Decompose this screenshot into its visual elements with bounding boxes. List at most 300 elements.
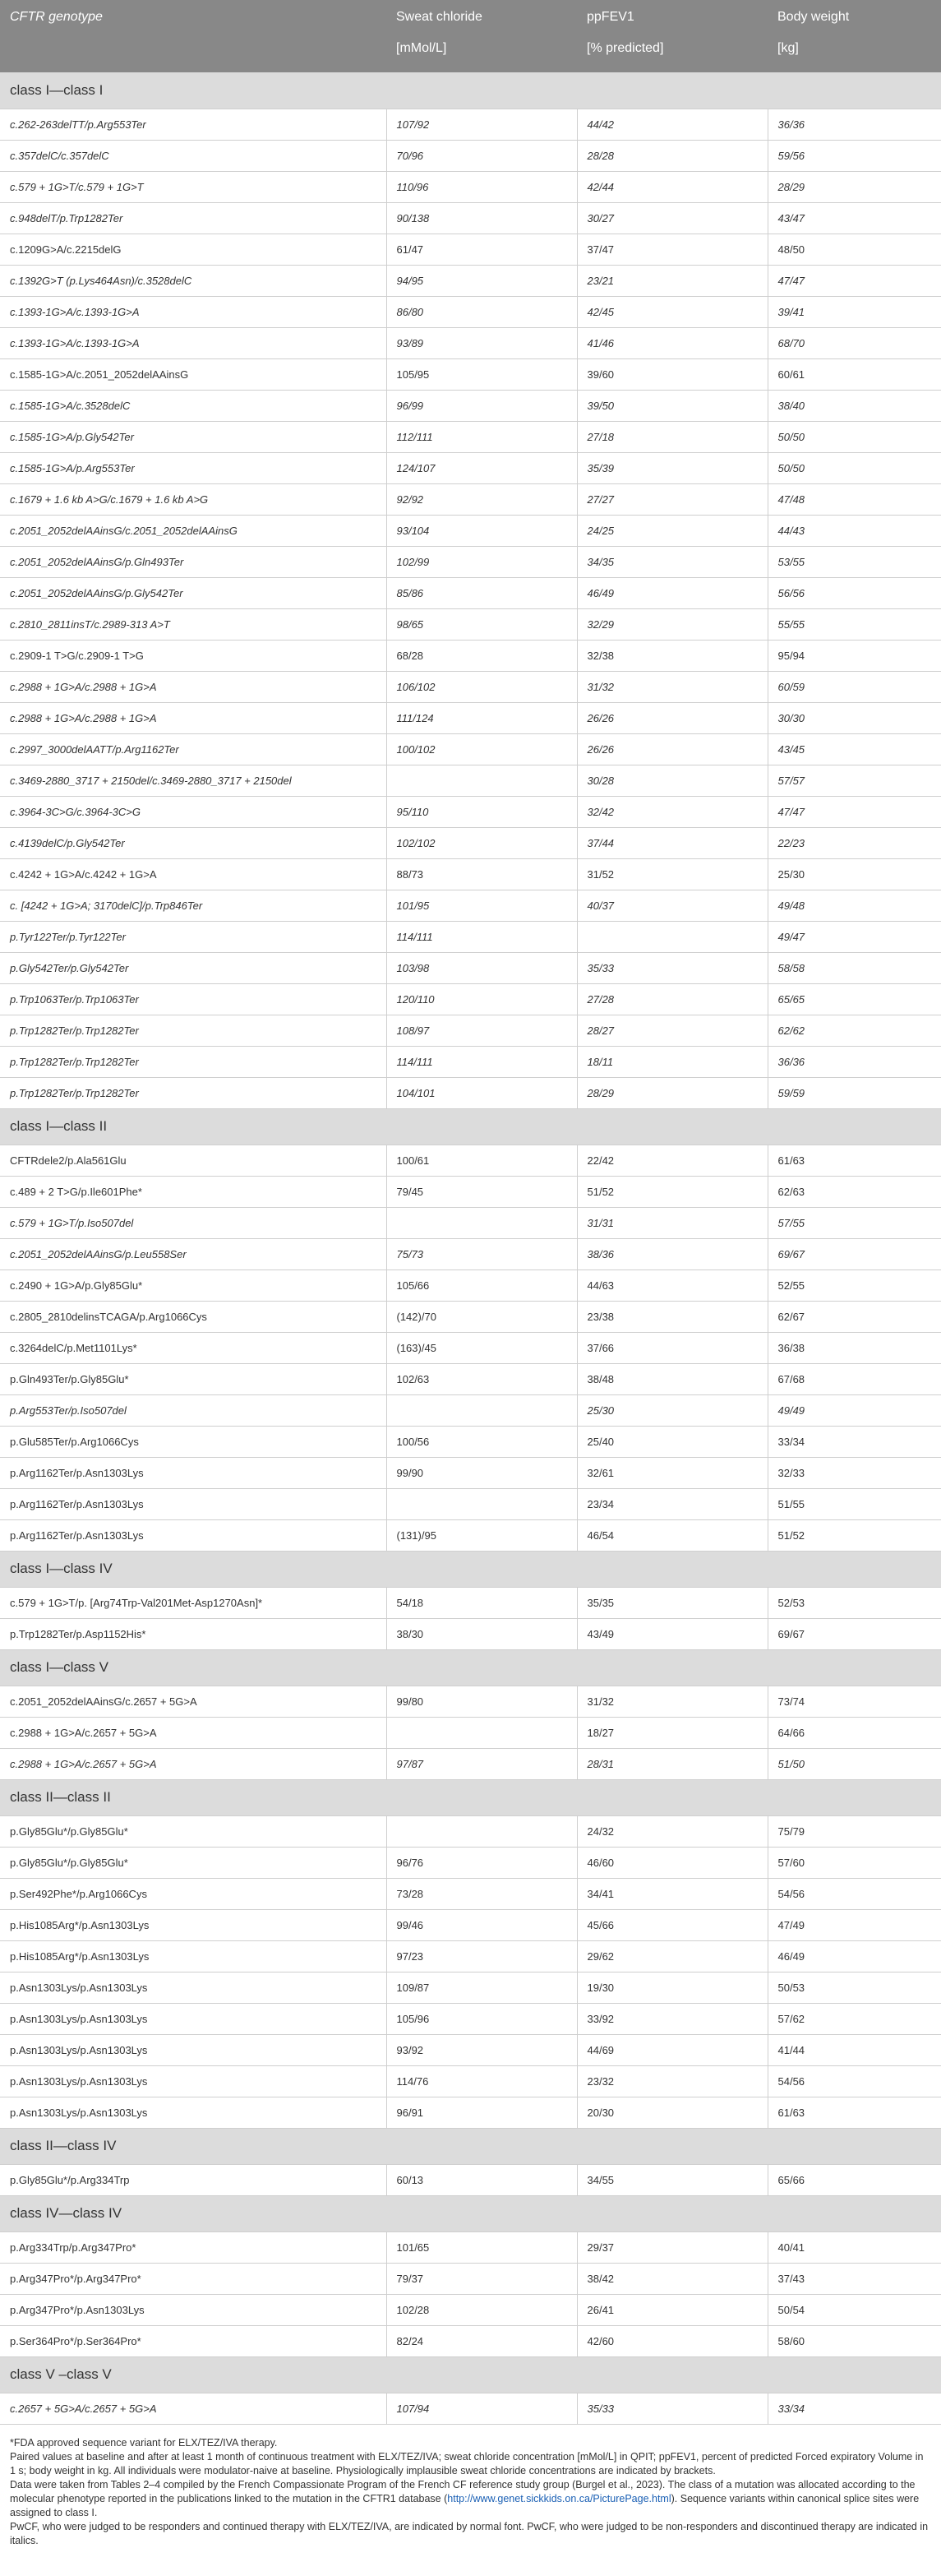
body-weight-cell: 62/62 — [768, 1015, 941, 1046]
ppfev1-cell: 31/32 — [577, 671, 768, 702]
table-row — [0, 1238, 941, 1270]
genotype-cell: p.Arg347Pro*/p.Asn1303Lys — [0, 2294, 386, 2325]
body-weight-cell: 28/29 — [768, 171, 941, 202]
table-row — [0, 1686, 941, 1717]
table-row — [0, 2325, 941, 2356]
genotype-cell: c.1585-1G>A/p.Gly542Ter — [0, 421, 386, 452]
genotype-cell: c.2657 + 5G>A/c.2657 + 5G>A — [0, 2393, 386, 2424]
sweat-chloride-cell — [386, 1717, 577, 1748]
ppfev1-cell: 39/50 — [577, 390, 768, 421]
body-weight-cell: 95/94 — [768, 640, 941, 671]
body-weight-cell: 59/56 — [768, 140, 941, 171]
ppfev1-cell: 44/63 — [577, 1270, 768, 1301]
sweat-chloride-cell: 107/94 — [386, 2393, 577, 2424]
table-row — [0, 515, 941, 546]
genotype-cell: c.2051_2052delAAinsG/p.Leu558Ser — [0, 1238, 386, 1270]
table-row — [0, 733, 941, 765]
table-row — [0, 702, 941, 733]
table-row — [0, 890, 941, 921]
body-weight-cell: 64/66 — [768, 1717, 941, 1748]
table-row — [0, 1015, 941, 1046]
ppfev1-cell: 26/26 — [577, 702, 768, 733]
genotype-cell: p.Tyr122Ter/p.Tyr122Ter — [0, 921, 386, 952]
genotype-cell: c.1392G>T (p.Lys464Asn)/c.3528delC — [0, 265, 386, 296]
ppfev1-cell: 39/60 — [577, 358, 768, 390]
ppfev1-cell: 22/42 — [577, 1145, 768, 1176]
body-weight-cell: 51/52 — [768, 1519, 941, 1551]
genotype-cell: p.Trp1282Ter/p.Trp1282Ter — [0, 1015, 386, 1046]
ppfev1-cell: 23/38 — [577, 1301, 768, 1332]
sweat-chloride-cell: (163)/45 — [386, 1332, 577, 1363]
ppfev1-cell: 35/35 — [577, 1587, 768, 1618]
genotype-cell: p.Asn1303Lys/p.Asn1303Lys — [0, 1972, 386, 2003]
genotype-cell: c.3264delC/p.Met1101Lys* — [0, 1332, 386, 1363]
genotype-cell: c.1393-1G>A/c.1393-1G>A — [0, 327, 386, 358]
ppfev1-cell: 28/31 — [577, 1748, 768, 1779]
section-title: class V –class V — [0, 2356, 941, 2393]
genotype-cell: p.Asn1303Lys/p.Asn1303Lys — [0, 2003, 386, 2034]
body-weight-cell: 43/47 — [768, 202, 941, 234]
sweat-chloride-cell: 103/98 — [386, 952, 577, 983]
ppfev1-cell: 25/40 — [577, 1426, 768, 1457]
genotype-cell: c.489 + 2 T>G/p.Ile601Phe* — [0, 1176, 386, 1207]
genotype-cell: c.579 + 1G>T/c.579 + 1G>T — [0, 171, 386, 202]
header-ppfev1-unit: [% predicted] — [577, 33, 768, 72]
table-row — [0, 265, 941, 296]
section-row — [0, 1649, 941, 1686]
footnote-font-legend: PwCF, who were judged to be responders and continued therapy with ELX/TEZ/IVA, are indicated by normal font. PwCF, who were judged to be non-responders and discontinued therapy are indicated in italics. — [10, 2520, 929, 2546]
genotype-cell: p.Asn1303Lys/p.Asn1303Lys — [0, 2034, 386, 2065]
ppfev1-cell: 27/28 — [577, 983, 768, 1015]
ppfev1-cell: 27/27 — [577, 483, 768, 515]
sweat-chloride-cell: 97/87 — [386, 1748, 577, 1779]
sweat-chloride-cell: 114/76 — [386, 2065, 577, 2097]
section-title: class IV—class IV — [0, 2195, 941, 2231]
body-weight-cell: 50/50 — [768, 452, 941, 483]
header-genotype-unit — [0, 33, 386, 72]
body-weight-cell: 40/41 — [768, 2231, 941, 2263]
body-weight-cell: 47/47 — [768, 265, 941, 296]
body-weight-cell: 57/62 — [768, 2003, 941, 2034]
ppfev1-cell: 31/52 — [577, 858, 768, 890]
ppfev1-cell: 32/42 — [577, 796, 768, 827]
genotype-cell: p.Arg1162Ter/p.Asn1303Lys — [0, 1488, 386, 1519]
table-row — [0, 1618, 941, 1649]
footnote-fda: *FDA approved sequence variant for ELX/TEZ/IVA therapy. — [10, 2436, 278, 2449]
table-row — [0, 1270, 941, 1301]
sweat-chloride-cell: 109/87 — [386, 1972, 577, 2003]
ppfev1-cell: 41/46 — [577, 327, 768, 358]
genotype-cell: c.2805_2810delinsTCAGA/p.Arg1066Cys — [0, 1301, 386, 1332]
table-row — [0, 1145, 941, 1176]
genotype-cell: p.Gly85Glu*/p.Gly85Glu* — [0, 1847, 386, 1878]
body-weight-cell: 57/57 — [768, 765, 941, 796]
header-body-weight: Body weight — [768, 0, 941, 33]
ppfev1-cell: 31/32 — [577, 1686, 768, 1717]
ppfev1-cell: 28/28 — [577, 140, 768, 171]
genotype-cell: p.Arg347Pro*/p.Arg347Pro* — [0, 2263, 386, 2294]
sweat-chloride-cell: 95/110 — [386, 796, 577, 827]
table-row — [0, 1394, 941, 1426]
genotype-cell: c.3964-3C>G/c.3964-3C>G — [0, 796, 386, 827]
ppfev1-cell: 46/49 — [577, 577, 768, 608]
table-row — [0, 2097, 941, 2128]
sweat-chloride-cell: 104/101 — [386, 1077, 577, 1108]
body-weight-cell: 67/68 — [768, 1363, 941, 1394]
sweat-chloride-cell: 105/95 — [386, 358, 577, 390]
section-title: class II—class IV — [0, 2128, 941, 2164]
sweat-chloride-cell: 96/76 — [386, 1847, 577, 1878]
body-weight-cell: 58/60 — [768, 2325, 941, 2356]
ppfev1-cell: 30/27 — [577, 202, 768, 234]
genotype-cell: c.2810_2811insT/c.2989-313 A>T — [0, 608, 386, 640]
genotype-cell: p.Trp1282Ter/p.Trp1282Ter — [0, 1046, 386, 1077]
table-row — [0, 1046, 941, 1077]
table-body — [0, 72, 941, 2424]
ppfev1-cell: 23/21 — [577, 265, 768, 296]
sweat-chloride-cell: 114/111 — [386, 1046, 577, 1077]
body-weight-cell: 48/50 — [768, 234, 941, 265]
body-weight-cell: 49/48 — [768, 890, 941, 921]
footnote-source: Data were taken from Tables 2–4 compiled by the French Compassionate Program of the French CF reference study group (Burgel et al., 2023). The class of a mutation was allocated according to the molecular phenotype reported in the publications linked to the mutation in the CFTR1 database (http://www.genet.sickkids.on.ca/PicturePage.html). Sequence variants within canonical splice sites were assigned to class I. — [10, 2478, 920, 2518]
genotype-cell: p.His1085Arg*/p.Asn1303Lys — [0, 1940, 386, 1972]
genotype-cell: c.3469-2880_3717 + 2150del/c.3469-2880_3717 + 2150del — [0, 765, 386, 796]
ppfev1-cell: 25/30 — [577, 1394, 768, 1426]
ppfev1-cell: 45/66 — [577, 1909, 768, 1940]
ppfev1-cell: 32/29 — [577, 608, 768, 640]
sweat-chloride-cell: 85/86 — [386, 577, 577, 608]
table-row — [0, 2003, 941, 2034]
sweat-chloride-cell: (142)/70 — [386, 1301, 577, 1332]
body-weight-cell: 52/53 — [768, 1587, 941, 1618]
sweat-chloride-cell: 106/102 — [386, 671, 577, 702]
sweat-chloride-cell: 90/138 — [386, 202, 577, 234]
body-weight-cell: 69/67 — [768, 1238, 941, 1270]
sweat-chloride-cell: 110/96 — [386, 171, 577, 202]
section-title: class I—class IV — [0, 1551, 941, 1587]
ppfev1-cell: 46/60 — [577, 1847, 768, 1878]
genotype-cell: p.Ser364Pro*/p.Ser364Pro* — [0, 2325, 386, 2356]
footnotes — [0, 2425, 941, 2548]
header-ppfev1: ppFEV1 — [577, 0, 768, 33]
ppfev1-cell: 38/48 — [577, 1363, 768, 1394]
body-weight-cell: 33/34 — [768, 1426, 941, 1457]
table-row — [0, 140, 941, 171]
sweat-chloride-cell: 98/65 — [386, 608, 577, 640]
sweat-chloride-cell: 60/13 — [386, 2164, 577, 2195]
section-title: class II—class II — [0, 1779, 941, 1815]
table-row — [0, 1301, 941, 1332]
ppfev1-cell: 37/47 — [577, 234, 768, 265]
genotype-cell: c.1209G>A/c.2215delG — [0, 234, 386, 265]
sweat-chloride-cell: 75/73 — [386, 1238, 577, 1270]
genotype-cell: p.Gly542Ter/p.Gly542Ter — [0, 952, 386, 983]
genotype-cell: p.Ser492Phe*/p.Arg1066Cys — [0, 1878, 386, 1909]
database-link[interactable]: http://www.genet.sickkids.on.ca/PicturePage.html — [447, 2492, 671, 2504]
genotype-cell: p.Asn1303Lys/p.Asn1303Lys — [0, 2065, 386, 2097]
body-weight-cell: 25/30 — [768, 858, 941, 890]
sweat-chloride-cell — [386, 1815, 577, 1847]
body-weight-cell: 56/56 — [768, 577, 941, 608]
ppfev1-cell: 32/38 — [577, 640, 768, 671]
sweat-chloride-cell: 79/45 — [386, 1176, 577, 1207]
sweat-chloride-cell: 101/95 — [386, 890, 577, 921]
body-weight-cell: 38/40 — [768, 390, 941, 421]
table-row — [0, 1457, 941, 1488]
genotype-cell: c.2909-1 T>G/c.2909-1 T>G — [0, 640, 386, 671]
ppfev1-cell: 38/42 — [577, 2263, 768, 2294]
table-row — [0, 2294, 941, 2325]
table-row — [0, 671, 941, 702]
body-weight-cell: 58/58 — [768, 952, 941, 983]
body-weight-cell: 53/55 — [768, 546, 941, 577]
table-row — [0, 1717, 941, 1748]
genotype-cell: c. [4242 + 1G>A; 3170delC]/p.Trp846Ter — [0, 890, 386, 921]
sweat-chloride-cell — [386, 765, 577, 796]
table-row — [0, 1940, 941, 1972]
header-weight-unit: [kg] — [768, 33, 941, 72]
sweat-chloride-cell: 112/111 — [386, 421, 577, 452]
sweat-chloride-cell: (131)/95 — [386, 1519, 577, 1551]
body-weight-cell: 50/53 — [768, 1972, 941, 2003]
genotype-cell: p.Gln493Ter/p.Gly85Glu* — [0, 1363, 386, 1394]
genotype-cell: c.262-263delTT/p.Arg553Ter — [0, 109, 386, 140]
body-weight-cell: 37/43 — [768, 2263, 941, 2294]
sweat-chloride-cell: 100/102 — [386, 733, 577, 765]
table-row — [0, 109, 941, 140]
ppfev1-cell: 35/39 — [577, 452, 768, 483]
genotype-cell: c.4139delC/p.Gly542Ter — [0, 827, 386, 858]
section-title: class I—class II — [0, 1108, 941, 1145]
sweat-chloride-cell: 114/111 — [386, 921, 577, 952]
body-weight-cell: 47/47 — [768, 796, 941, 827]
sweat-chloride-cell: 97/23 — [386, 1940, 577, 1972]
ppfev1-cell: 35/33 — [577, 2393, 768, 2424]
section-row — [0, 2195, 941, 2231]
sweat-chloride-cell: 99/46 — [386, 1909, 577, 1940]
genotype-cell: p.Arg334Trp/p.Arg347Pro* — [0, 2231, 386, 2263]
body-weight-cell: 36/36 — [768, 109, 941, 140]
sweat-chloride-cell: 102/28 — [386, 2294, 577, 2325]
body-weight-cell: 54/56 — [768, 2065, 941, 2097]
ppfev1-cell: 44/69 — [577, 2034, 768, 2065]
table-row — [0, 1488, 941, 1519]
genotype-cell: c.2988 + 1G>A/c.2657 + 5G>A — [0, 1717, 386, 1748]
body-weight-cell: 36/36 — [768, 1046, 941, 1077]
sweat-chloride-cell — [386, 1207, 577, 1238]
table-row — [0, 1587, 941, 1618]
body-weight-cell: 51/50 — [768, 1748, 941, 1779]
body-weight-cell: 61/63 — [768, 1145, 941, 1176]
genotype-cell: p.His1085Arg*/p.Asn1303Lys — [0, 1909, 386, 1940]
table-row — [0, 608, 941, 640]
body-weight-cell: 49/49 — [768, 1394, 941, 1426]
sweat-chloride-cell: 94/95 — [386, 265, 577, 296]
section-row — [0, 1779, 941, 1815]
genotype-cell: CFTRdele2/p.Ala561Glu — [0, 1145, 386, 1176]
table-row — [0, 1878, 941, 1909]
body-weight-cell: 68/70 — [768, 327, 941, 358]
table-row — [0, 202, 941, 234]
body-weight-cell: 54/56 — [768, 1878, 941, 1909]
sweat-chloride-cell — [386, 1394, 577, 1426]
ppfev1-cell: 51/52 — [577, 1176, 768, 1207]
ppfev1-cell: 37/44 — [577, 827, 768, 858]
body-weight-cell: 49/47 — [768, 921, 941, 952]
ppfev1-cell: 26/26 — [577, 733, 768, 765]
genotype-cell: c.1585-1G>A/c.3528delC — [0, 390, 386, 421]
ppfev1-cell: 24/25 — [577, 515, 768, 546]
ppfev1-cell: 32/61 — [577, 1457, 768, 1488]
ppfev1-cell: 34/35 — [577, 546, 768, 577]
table-row — [0, 765, 941, 796]
genotype-cell: c.1393-1G>A/c.1393-1G>A — [0, 296, 386, 327]
sweat-chloride-cell: 99/90 — [386, 1457, 577, 1488]
body-weight-cell: 61/63 — [768, 2097, 941, 2128]
sweat-chloride-cell: 111/124 — [386, 702, 577, 733]
body-weight-cell: 32/33 — [768, 1457, 941, 1488]
table-row — [0, 452, 941, 483]
genotype-cell: c.2051_2052delAAinsG/p.Gly542Ter — [0, 577, 386, 608]
ppfev1-cell: 29/37 — [577, 2231, 768, 2263]
genotype-cell: c.2051_2052delAAinsG/c.2657 + 5G>A — [0, 1686, 386, 1717]
body-weight-cell: 36/38 — [768, 1332, 941, 1363]
header-sweat-unit: [mMol/L] — [386, 33, 577, 72]
footnote-values: Paired values at baseline and after at least 1 month of continuous treatment with ELX/TEZ/IVA; sweat chloride concentration [mMol/L] in QPIT; ppFEV1, percent of predicted Forced expiratory Volume in 1 s; body weight in kg. All individuals were modulator-naive at baseline. Physiologically implausible sweat chloride concentrations are indicated by brackets. — [10, 2450, 924, 2477]
ppfev1-cell: 33/92 — [577, 2003, 768, 2034]
table-row — [0, 296, 941, 327]
sweat-chloride-cell: 54/18 — [386, 1587, 577, 1618]
table-row — [0, 1847, 941, 1878]
genotype-cell: p.Trp1063Ter/p.Trp1063Ter — [0, 983, 386, 1015]
sweat-chloride-cell — [386, 1488, 577, 1519]
genotype-cell: c.948delT/p.Trp1282Ter — [0, 202, 386, 234]
body-weight-cell: 44/43 — [768, 515, 941, 546]
sweat-chloride-cell: 93/104 — [386, 515, 577, 546]
sweat-chloride-cell: 96/99 — [386, 390, 577, 421]
ppfev1-cell: 37/66 — [577, 1332, 768, 1363]
sweat-chloride-cell: 82/24 — [386, 2325, 577, 2356]
sweat-chloride-cell: 79/37 — [386, 2263, 577, 2294]
genotype-cell: p.Glu585Ter/p.Arg1066Cys — [0, 1426, 386, 1457]
ppfev1-cell: 24/32 — [577, 1815, 768, 1847]
genotype-cell: c.1585-1G>A/p.Arg553Ter — [0, 452, 386, 483]
body-weight-cell: 43/45 — [768, 733, 941, 765]
body-weight-cell: 50/50 — [768, 421, 941, 452]
body-weight-cell: 59/59 — [768, 1077, 941, 1108]
table-row — [0, 796, 941, 827]
genotype-cell: p.Asn1303Lys/p.Asn1303Lys — [0, 2097, 386, 2128]
genotype-cell: p.Trp1282Ter/p.Asp1152His* — [0, 1618, 386, 1649]
sweat-chloride-cell: 105/66 — [386, 1270, 577, 1301]
body-weight-cell: 30/30 — [768, 702, 941, 733]
ppfev1-cell: 46/54 — [577, 1519, 768, 1551]
body-weight-cell: 46/49 — [768, 1940, 941, 1972]
genotype-cell: c.2988 + 1G>A/c.2988 + 1G>A — [0, 671, 386, 702]
table-row — [0, 2034, 941, 2065]
ppfev1-cell: 19/30 — [577, 1972, 768, 2003]
genotype-cell: p.Arg553Ter/p.Iso507del — [0, 1394, 386, 1426]
ppfev1-cell: 38/36 — [577, 1238, 768, 1270]
body-weight-cell: 50/54 — [768, 2294, 941, 2325]
sweat-chloride-cell: 99/80 — [386, 1686, 577, 1717]
table-row — [0, 858, 941, 890]
ppfev1-cell: 42/60 — [577, 2325, 768, 2356]
ppfev1-cell: 31/31 — [577, 1207, 768, 1238]
table-row — [0, 1332, 941, 1363]
sweat-chloride-cell: 73/28 — [386, 1878, 577, 1909]
table-row — [0, 483, 941, 515]
genotype-cell: c.357delC/c.357delC — [0, 140, 386, 171]
table-row — [0, 421, 941, 452]
ppfev1-cell: 30/28 — [577, 765, 768, 796]
sweat-chloride-cell: 86/80 — [386, 296, 577, 327]
table-row — [0, 827, 941, 858]
table-row — [0, 1815, 941, 1847]
table-row — [0, 1972, 941, 2003]
table-row — [0, 577, 941, 608]
sweat-chloride-cell: 124/107 — [386, 452, 577, 483]
table-row — [0, 921, 941, 952]
ppfev1-cell: 27/18 — [577, 421, 768, 452]
sweat-chloride-cell: 38/30 — [386, 1618, 577, 1649]
body-weight-cell: 65/66 — [768, 2164, 941, 2195]
genotype-cell: c.2988 + 1G>A/c.2657 + 5G>A — [0, 1748, 386, 1779]
genotype-cell: c.2490 + 1G>A/p.Gly85Glu* — [0, 1270, 386, 1301]
section-row — [0, 2128, 941, 2164]
ppfev1-cell: 29/62 — [577, 1940, 768, 1972]
section-row — [0, 2356, 941, 2393]
ppfev1-cell: 44/42 — [577, 109, 768, 140]
table-row — [0, 327, 941, 358]
genotype-cell: c.2051_2052delAAinsG/p.Gln493Ter — [0, 546, 386, 577]
table-row — [0, 983, 941, 1015]
genotype-cell: c.579 + 1G>T/p. [Arg74Trp-Val201Met-Asp1270Asn]* — [0, 1587, 386, 1618]
table-row — [0, 1426, 941, 1457]
genotype-cell: p.Arg1162Ter/p.Asn1303Lys — [0, 1457, 386, 1488]
genotype-cell: c.579 + 1G>T/p.Iso507del — [0, 1207, 386, 1238]
ppfev1-cell — [577, 921, 768, 952]
section-row — [0, 1108, 941, 1145]
sweat-chloride-cell: 105/96 — [386, 2003, 577, 2034]
section-title: class I—class V — [0, 1649, 941, 1686]
body-weight-cell: 47/48 — [768, 483, 941, 515]
genotype-cell: p.Gly85Glu*/p.Gly85Glu* — [0, 1815, 386, 1847]
table-row — [0, 546, 941, 577]
body-weight-cell: 65/65 — [768, 983, 941, 1015]
table-row — [0, 2065, 941, 2097]
table-row — [0, 952, 941, 983]
table-row — [0, 1748, 941, 1779]
table-row — [0, 1519, 941, 1551]
ppfev1-cell: 40/37 — [577, 890, 768, 921]
body-weight-cell: 73/74 — [768, 1686, 941, 1717]
body-weight-cell: 60/59 — [768, 671, 941, 702]
sweat-chloride-cell: 102/102 — [386, 827, 577, 858]
sweat-chloride-cell: 92/92 — [386, 483, 577, 515]
sweat-chloride-cell: 61/47 — [386, 234, 577, 265]
section-title: class I—class I — [0, 72, 941, 109]
ppfev1-cell: 23/34 — [577, 1488, 768, 1519]
body-weight-cell: 33/34 — [768, 2393, 941, 2424]
body-weight-cell: 41/44 — [768, 2034, 941, 2065]
sweat-chloride-cell: 107/92 — [386, 109, 577, 140]
table-row — [0, 390, 941, 421]
ppfev1-cell: 34/55 — [577, 2164, 768, 2195]
genotype-cell: c.2988 + 1G>A/c.2988 + 1G>A — [0, 702, 386, 733]
genotype-cell: c.2997_3000delAATT/p.Arg1162Ter — [0, 733, 386, 765]
sweat-chloride-cell: 102/99 — [386, 546, 577, 577]
